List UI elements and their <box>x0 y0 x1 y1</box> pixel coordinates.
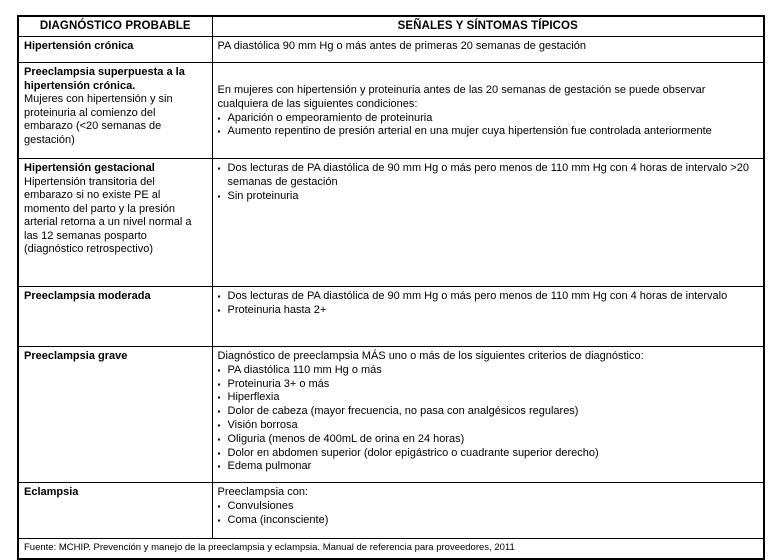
list-item-label: Proteinuria 3+ o más <box>227 377 330 390</box>
diagnosis-table-container <box>17 15 763 560</box>
list-item <box>218 500 759 514</box>
list-item-label: Dos lecturas de PA diastólica de 90 mm Hg o más pero menos de 110 mm Hg con 4 horas de intervalo <box>227 290 728 302</box>
symptoms-list <box>218 162 759 203</box>
source-citation: Fuente: MCHIP. Prevención y manejo de la preeclampsia y eclampsia. Manual de referencia para proveedores, 2011 <box>18 539 764 560</box>
diagnosis-term: Hipertensión crónica <box>24 40 134 52</box>
cell-symptoms-preeclampsia-grave <box>212 347 764 483</box>
table-row <box>18 37 764 63</box>
cell-symptoms-hipertension-gestacional <box>212 159 764 287</box>
cell-diagnosis-preeclampsia-grave <box>18 347 212 483</box>
cell-diagnosis-preeclampsia-superpuesta <box>18 63 212 159</box>
table-row <box>18 287 764 347</box>
list-item <box>218 391 759 405</box>
square-bullet-icon: ▪ <box>217 420 221 430</box>
square-bullet-icon: ▪ <box>217 365 221 375</box>
list-item <box>218 125 759 139</box>
cell-diagnosis-preeclampsia-moderada <box>18 287 212 347</box>
list-item <box>218 162 759 190</box>
square-bullet-icon: ▪ <box>217 434 221 444</box>
symptoms-list <box>218 290 759 318</box>
square-bullet-icon: ▪ <box>217 448 221 458</box>
list-item-label: Dolor en abdomen superior (dolor epigástrico o cuadrante superior derecho) <box>227 446 599 459</box>
diagnosis-term: Preeclampsia moderada <box>24 290 151 302</box>
list-item <box>218 460 759 474</box>
table-header <box>18 16 764 37</box>
table-source-row <box>18 539 764 560</box>
list-item-label: Oliguria (menos de 400mL de orina en 24 horas) <box>227 432 465 445</box>
diagnosis-term: Preeclampsia grave <box>24 350 128 362</box>
square-bullet-icon: ▪ <box>217 113 221 123</box>
list-item-label: Coma (inconsciente) <box>227 513 329 526</box>
symptoms-lead-text: Diagnóstico de preeclampsia MÁS uno o más de los siguientes criterios de diagnóstico: <box>217 350 644 362</box>
cell-symptoms-preeclampsia-moderada <box>212 287 764 347</box>
list-item-label: Edema pulmonar <box>227 460 312 473</box>
table-row <box>18 483 764 539</box>
list-item-label: Dolor de cabeza (mayor frecuencia, no pasa con analgésicos regulares) <box>227 405 579 418</box>
list-item <box>218 290 759 304</box>
list-item-label: Visión borrosa <box>227 418 298 431</box>
diagnosis-term: Eclampsia <box>24 486 79 498</box>
square-bullet-icon: ▪ <box>217 393 221 403</box>
symptoms-block <box>218 66 759 139</box>
diagnosis-description: Mujeres con hipertensión y sin proteinuria al comienzo del embarazo (<20 semanas de gestación) <box>24 93 173 146</box>
list-item <box>218 190 759 204</box>
list-item <box>218 447 759 461</box>
cell-diagnosis-hipertension-gestacional <box>18 159 212 287</box>
square-bullet-icon: ▪ <box>217 407 221 417</box>
diagnosis-symptoms-table <box>17 15 765 560</box>
table-header-row <box>18 16 764 37</box>
table-row <box>18 63 764 159</box>
square-bullet-icon: ▪ <box>217 292 221 301</box>
square-bullet-icon: ▪ <box>217 515 221 525</box>
diagnosis-term: Hipertensión gestacional <box>24 162 155 174</box>
list-item <box>218 419 759 433</box>
square-bullet-icon: ▪ <box>217 379 221 389</box>
list-item-label: Aparición o empeoramiento de proteinuria <box>227 111 433 124</box>
square-bullet-icon: ▪ <box>217 462 221 472</box>
cell-diagnosis-eclampsia <box>18 483 212 539</box>
square-bullet-icon: ▪ <box>217 501 221 511</box>
table-row <box>18 159 764 287</box>
cell-symptoms-hipertension-cronica <box>212 37 764 63</box>
list-item <box>218 514 759 528</box>
square-bullet-icon: ▪ <box>217 164 221 173</box>
list-item-label: PA diastólica 110 mm Hg o más <box>227 363 382 376</box>
square-bullet-icon: ▪ <box>217 305 221 315</box>
diagnosis-term: Preeclampsia superpuesta a la hipertensión crónica. <box>24 66 185 92</box>
symptoms-lead-text: PA diastólica 90 mm Hg o más antes de primeras 20 semanas de gestación <box>217 40 586 52</box>
symptoms-lead-text: En mujeres con hipertensión y proteinuria antes de las 20 semanas de gestación se puede observar cualquiera de las siguientes condiciones: <box>217 84 706 110</box>
list-item-label: Hiperflexia <box>227 391 280 404</box>
list-item <box>218 433 759 447</box>
list-item <box>218 378 759 392</box>
symptoms-list <box>218 364 759 474</box>
cell-symptoms-preeclampsia-superpuesta <box>212 63 764 159</box>
diagnosis-description: Hipertensión transitoria del embarazo si no existe PE al momento del parto y la presión arterial retorna a un nivel normal a las 12 semanas posparto (diagnóstico retrospectivo) <box>24 175 192 256</box>
column-header-signs-symptoms: SEÑALES Y SÍNTOMAS TÍPICOS <box>212 16 764 37</box>
square-bullet-icon: ▪ <box>217 191 221 201</box>
list-item <box>218 304 759 318</box>
list-item-label: Proteinuria hasta 2+ <box>227 303 327 316</box>
list-item-label: Dos lecturas de PA diastólica de 90 mm Hg o más pero menos de 110 mm Hg con 4 horas de intervalo >20 semanas de gestación <box>227 162 749 188</box>
list-item <box>218 112 759 126</box>
symptoms-list <box>218 112 759 140</box>
table-row <box>18 347 764 483</box>
symptoms-list <box>218 500 759 528</box>
list-item <box>218 405 759 419</box>
list-item <box>218 364 759 378</box>
table-body <box>18 37 764 560</box>
cell-symptoms-eclampsia <box>212 483 764 539</box>
list-item-label: Convulsiones <box>227 499 294 512</box>
cell-diagnosis-hipertension-cronica <box>18 37 212 63</box>
column-header-diagnosis: DIAGNÓSTICO PROBABLE <box>18 16 212 37</box>
list-item-label: Aumento repentino de presión arterial en una mujer cuya hipertensión fue controlada anteriormente <box>227 125 712 138</box>
list-item-label: Sin proteinuria <box>227 189 299 202</box>
symptoms-lead-text: Preeclampsia con: <box>217 486 308 498</box>
square-bullet-icon: ▪ <box>217 127 221 137</box>
